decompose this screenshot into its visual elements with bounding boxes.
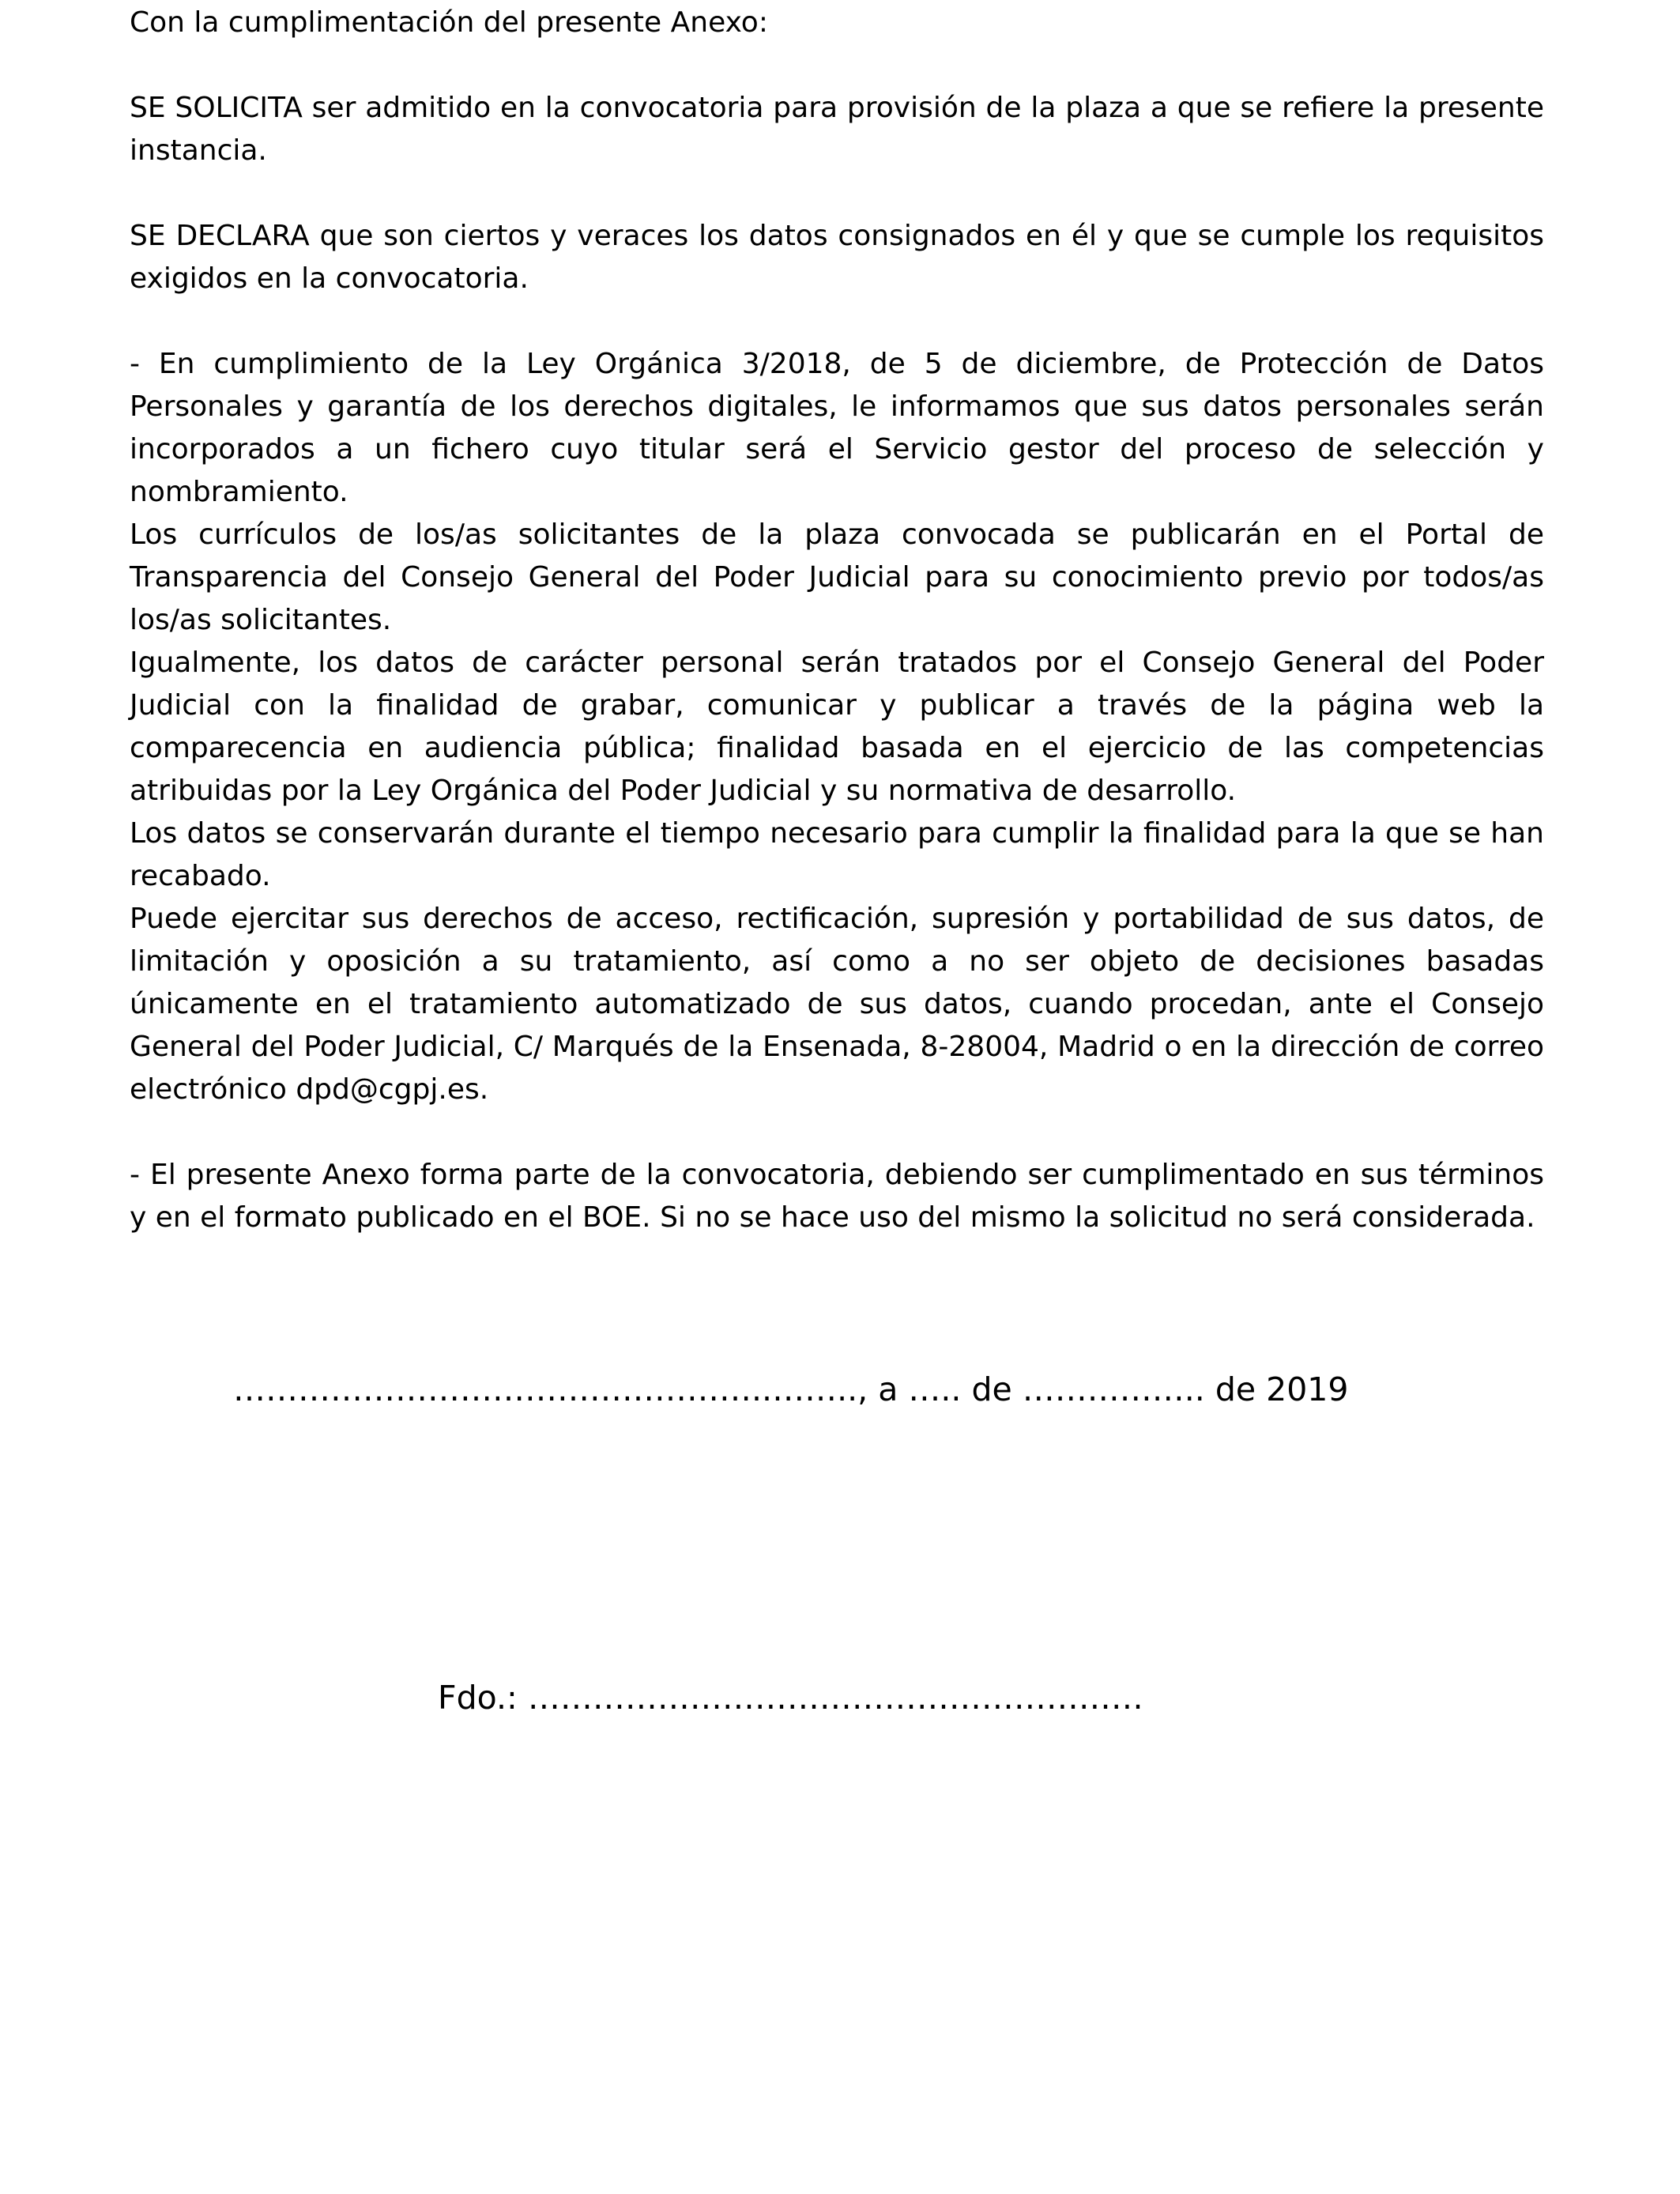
place-date-line: …………………………………………..…….., a ….. de …………….. de 2019 xyxy=(233,1370,1349,1408)
data-protection-paragraph: - En cumplimiento de la Ley Orgánica 3/2018, de 5 de diciembre, de Protección de Datos Personales y garantía de los derechos digitales, le informamos que sus datos personales serán incorporados a un fichero cuyo titular será el Servicio gestor del proceso de selección y nombramiento. xyxy=(130,348,1544,508)
retention-paragraph: Los datos se conservarán durante el tiempo necesario para cumplir la finalidad para la que se han recabado. xyxy=(130,817,1544,892)
rights-paragraph: Puede ejercitar sus derechos de acceso, rectificación, supresión y portabilidad de sus datos, de limitación y oposición a su tratamiento, así como a no ser objeto de decisiones basadas únicamente en el tratamiento automatizado de sus datos, cuando procedan, ante el Consejo General del Poder Judicial, C/ Marqués de la Ensenada, 8-28004, Madrid o en la dirección de correo electrónico dpd@cgpj.es. xyxy=(130,903,1544,1106)
intro-paragraph: Con la cumplimentación del presente Anexo: xyxy=(130,6,768,39)
annex-format-paragraph: - El presente Anexo forma parte de la convocatoria, debiendo ser cumplimentado en sus términos y en el formato publicado en el BOE. Si no se hace uso del mismo la solicitud no será considerada. xyxy=(130,1159,1544,1234)
solicita-paragraph: SE SOLICITA ser admitido en la convocatoria para provisión de la plaza a que se refiere la presente instancia. xyxy=(130,92,1544,167)
curriculos-paragraph: Los currículos de los/as solicitantes de la plaza convocada se publicarán en el Portal de Transparencia del Consejo General del Poder Judicial para su conocimiento previo por todos/as los/as solicitantes. xyxy=(130,518,1544,636)
treatment-paragraph: Igualmente, los datos de carácter personal serán tratados por el Consejo General del Poder Judicial con la finalidad de grabar, comunicar y publicar a través de la página web la comparecencia en audiencia pública; finalidad basada en el ejercicio de las competencias atribuidas por la Ley Orgánica del Poder Judicial y su normativa de desarrollo. xyxy=(130,647,1544,807)
declara-paragraph: SE DECLARA que son ciertos y veraces los datos consignados en él y que se cumple los requisitos exigidos en la convocatoria. xyxy=(130,220,1544,295)
document-body xyxy=(130,2,1544,1239)
signature-line: Fdo.: ………………………………………………… xyxy=(438,1679,1143,1717)
